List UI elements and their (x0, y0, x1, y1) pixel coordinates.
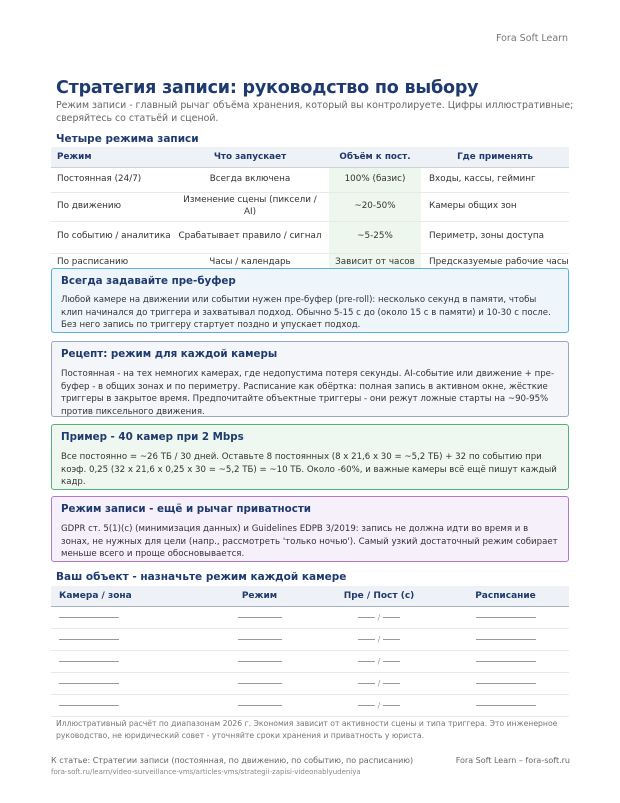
table-row (51, 192, 569, 221)
cell-trigger: Часы / календарь (171, 253, 329, 273)
mode-blank[interactable] (238, 661, 282, 662)
callout-title: Пример - 40 камер при 2 Mbps (61, 431, 244, 443)
callout-body: GDPR ст. 5(1)(c) (минимизация данных) и Guidelines EDPB 3/2019: запись не должна идти во время и в зонах, не нужных для цели (напр., рассмотреть 'только ночью'). Самый узкий достаточный режим собирает меньше всего и проще обосновывается. (61, 524, 558, 559)
pre-post-separator: / (377, 656, 381, 666)
cell-mode: По расписанию (51, 253, 171, 273)
callout-title: Всегда задавайте пре-буфер (61, 275, 236, 287)
footer-brand: Fora Soft Learn – fora-soft.ru (455, 756, 570, 765)
post-blank[interactable] (383, 617, 400, 618)
page-title: Стратегия записи: руководство по выбору (56, 78, 479, 98)
worksheet-row (51, 650, 569, 672)
callout-title: Режим записи - ещё и рычаг приватности (61, 503, 312, 515)
post-blank[interactable] (383, 639, 400, 640)
footnote: Иллюстративный расчёт по диапазонам 2026 г. Экономия зависит от активности сцены и типа триггера. Это инженерное руководство, не юридический совет - уточняйте сроки хранения и приватность у юриста. (56, 719, 558, 740)
pre-post-separator: / (377, 678, 381, 688)
modes-heading: Четыре режима записи (56, 133, 199, 145)
worksheet-heading: Ваш объект - назначьте режим каждой камере (56, 571, 347, 583)
header-pre-post: Пре / Пост (с) (316, 586, 442, 606)
worksheet-table (51, 586, 569, 717)
header-trigger: Что запускает (171, 147, 329, 167)
pre-post-separator: / (377, 612, 381, 622)
cell-usage: Входы, кассы, гейминг (421, 167, 569, 192)
modes-table (51, 147, 569, 274)
callout-prebuffer (51, 268, 569, 333)
worksheet-row (51, 628, 569, 650)
worksheet-row (51, 606, 569, 628)
pre-blank[interactable] (358, 705, 375, 706)
table-row (51, 167, 569, 192)
cell-volume: ~5-25% (329, 221, 421, 253)
worksheet-header (51, 586, 569, 606)
schedule-blank[interactable] (476, 661, 536, 662)
schedule-blank[interactable] (476, 639, 536, 640)
cell-mode: По событию / аналитика (51, 221, 171, 253)
mode-blank[interactable] (238, 683, 282, 684)
callout-recipe (51, 341, 569, 417)
callout-body: Любой камере на движении или событии нужен пре-буфер (pre-roll): несколько секунд в памяти, чтобы клип начинался до триггера и захватывал подход. Обычно 5-15 с до (около 15 с в памяти) и 10-30 с после. Без него запись по триггеру стартует поздно и упускает подход. (61, 295, 551, 330)
cell-usage: Периметр, зоны доступа (421, 221, 569, 253)
header-volume: Объём к пост. (329, 147, 421, 167)
post-blank[interactable] (383, 683, 400, 684)
callout-title: Рецепт: режим для каждой камеры (61, 348, 278, 360)
schedule-blank[interactable] (476, 617, 536, 618)
pre-blank[interactable] (358, 639, 375, 640)
cell-trigger: Срабатывает правило / сигнал (171, 221, 329, 253)
cell-usage: Предсказуемые рабочие часы (421, 253, 569, 273)
brand-header: Fora Soft Learn (495, 33, 568, 44)
camera-blank[interactable] (59, 617, 119, 618)
footer-url[interactable]: fora-soft.ru/learn/video-surveillance-vms/articles-vms/strategii-zapisi-videonablyudeniya (51, 768, 361, 776)
table-row (51, 221, 569, 253)
cell-volume: Зависит от часов (329, 253, 421, 273)
cell-volume: 100% (базис) (329, 167, 421, 192)
callout-body: Постоянная - на тех немногих камерах, где недопустима потеря секунды. AI-событие или движение + пре-буфер - в общих зонах и по периметру. Расписание как обёртка: полная запись в активном окне, жёсткие триггеры в закрытое время. Предпочитайте объектные триггеры - они режут ложные старты на ~90-95% против пиксельного движения. (61, 369, 555, 417)
pre-blank[interactable] (358, 617, 375, 618)
cell-trigger: Всегда включена (171, 167, 329, 192)
camera-blank[interactable] (59, 683, 119, 684)
header-schedule: Расписание (442, 586, 569, 606)
cell-usage: Камеры общих зон (421, 192, 569, 221)
mode-blank[interactable] (238, 617, 282, 618)
mode-blank[interactable] (238, 639, 282, 640)
camera-blank[interactable] (59, 639, 119, 640)
header-usage: Где применять (421, 147, 569, 167)
post-blank[interactable] (383, 661, 400, 662)
cell-mode: По движению (51, 192, 171, 221)
modes-table-header (51, 147, 569, 167)
schedule-blank[interactable] (476, 683, 536, 684)
camera-blank[interactable] (59, 661, 119, 662)
pre-post-separator: / (377, 700, 381, 710)
cell-volume: ~20-50% (329, 192, 421, 221)
mode-blank[interactable] (238, 705, 282, 706)
callout-privacy (51, 496, 569, 562)
cell-trigger: Изменение сцены (пиксели / AI) (171, 192, 329, 221)
worksheet-row (51, 694, 569, 716)
pre-blank[interactable] (358, 683, 375, 684)
pre-post-separator: / (377, 634, 381, 644)
callout-example (51, 424, 569, 490)
callout-body: Все постоянно = ~26 ТБ / 30 дней. Оставьте 8 постоянных (8 x 21,6 x 30 = ~5,2 ТБ) + 32 по событию при коэф. 0,25 (32 x 21,6 x 0,25 x 30 = ~5,2 ТБ) = ~10 ТБ. Около -60%, и важные камеры всё ещё пишут каждый кадр. (61, 452, 557, 487)
header-mode: Режим (203, 586, 316, 606)
header-mode: Режим (51, 147, 171, 167)
cell-mode: Постоянная (24/7) (51, 167, 171, 192)
header-camera: Камера / зона (51, 586, 203, 606)
page-subtitle: Режим записи - главный рычаг объёма хранения, который вы контролируете. Цифры иллюстративные; сверяйтесь со статьёй и сценой. (56, 100, 574, 124)
post-blank[interactable] (383, 705, 400, 706)
camera-blank[interactable] (59, 705, 119, 706)
schedule-blank[interactable] (476, 705, 536, 706)
worksheet-row (51, 672, 569, 694)
footer-article-link[interactable]: К статье: Стратегии записи (постоянная, по движению, по событию, по расписанию) (51, 756, 414, 765)
pre-blank[interactable] (358, 661, 375, 662)
